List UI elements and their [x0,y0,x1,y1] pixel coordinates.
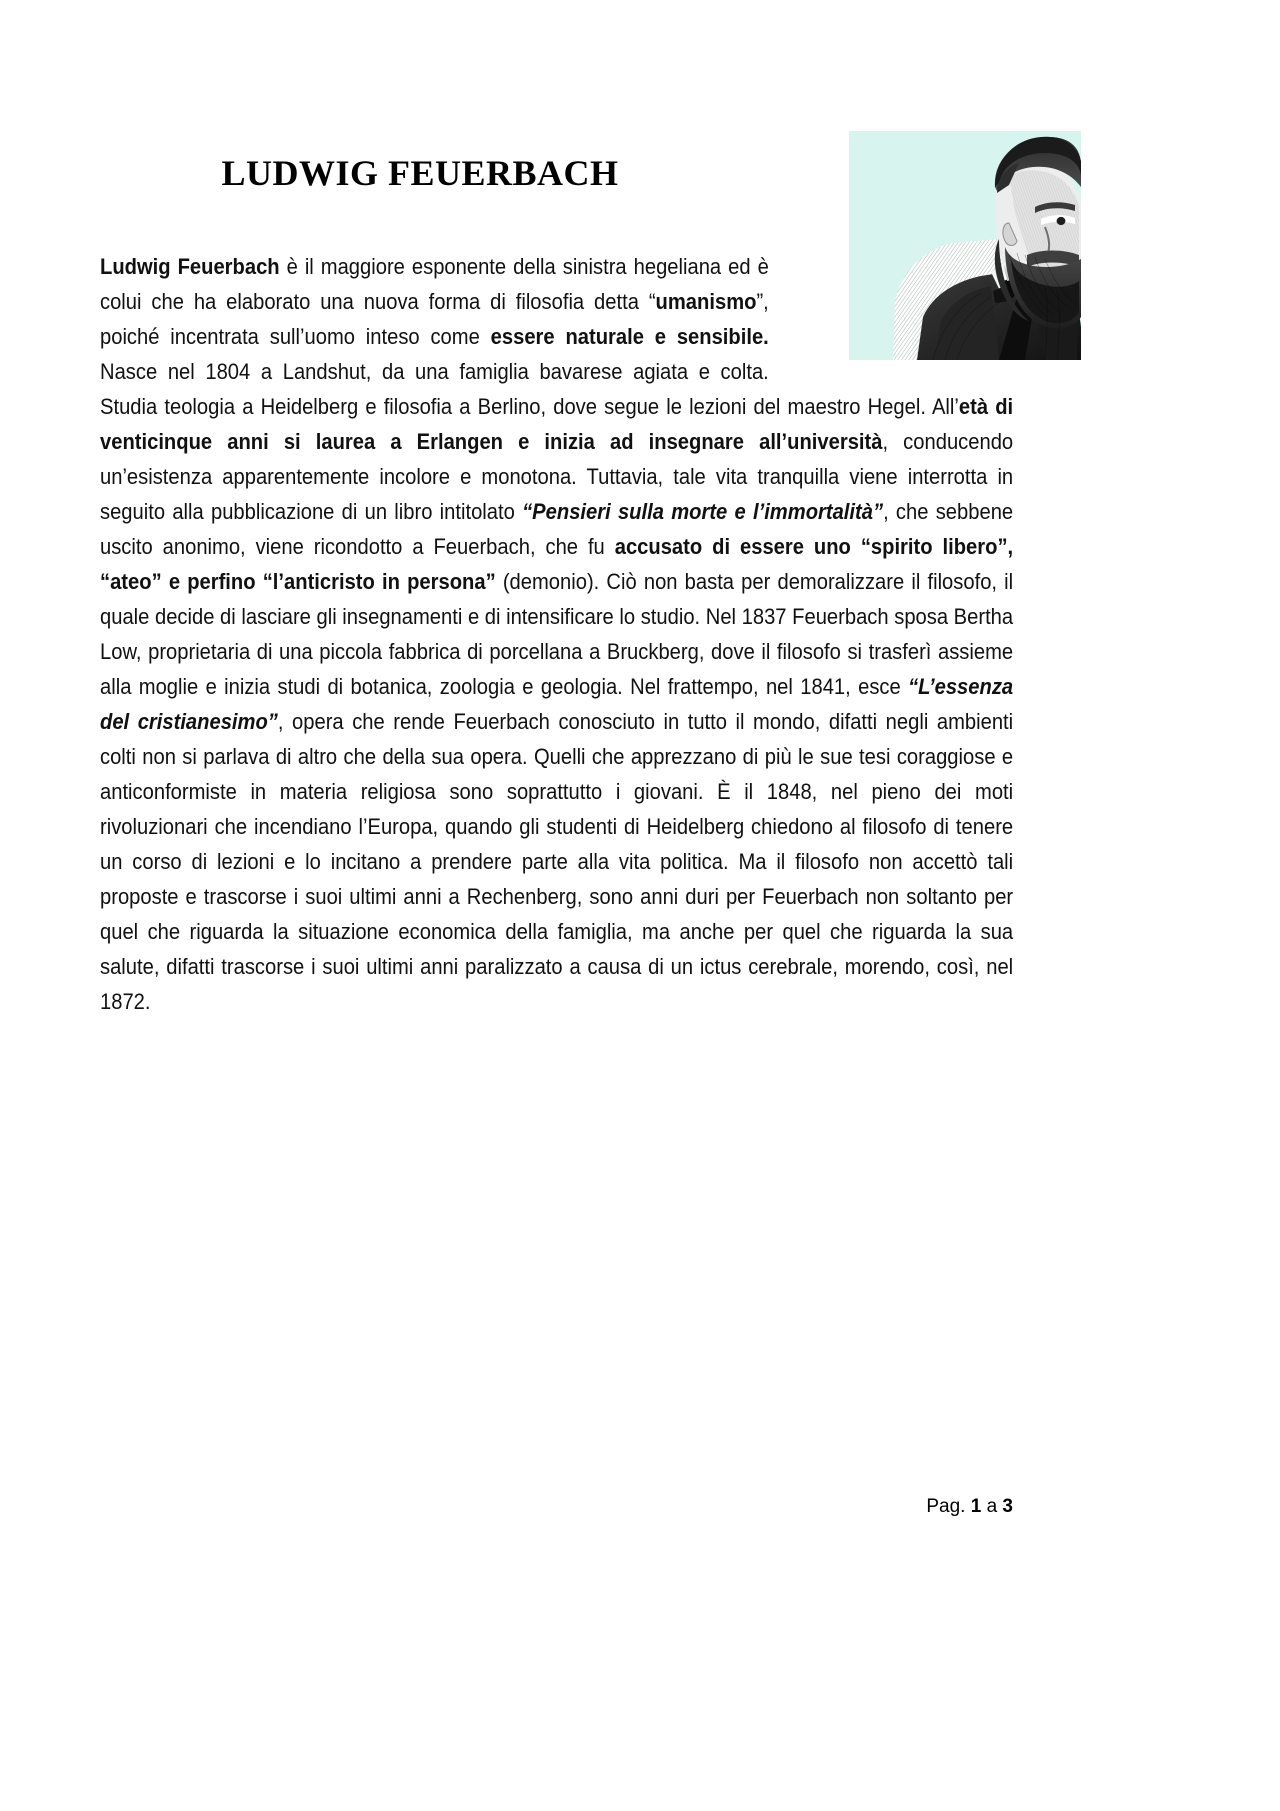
body-segment-6: età di venticinque anni si laurea a Erlangen e inizia ad insegnare all’università [100,394,1014,454]
body-segment-9: , che sebbene uscito anonimo, viene ricondotto a Feuerbach, che fu [100,499,1014,559]
footer-prefix: Pag. [926,1496,971,1517]
body-segment-3: ”, poiché incentrata sull’uomo inteso come [100,289,769,349]
body-segment-12: “L’essenza del cristianesimo” [100,674,1014,734]
article-body [100,249,1013,1019]
body-segment-8: “Pensieri sulla morte e l’immortalità” [522,499,884,524]
footer-separator: a [981,1496,1003,1517]
body-segment-7: , conducendo un’esistenza apparentemente incolore e monotona. Tuttavia, tale vita tranquilla viene interrotta in seguito alla pubblicazione di un libro intitolato [100,429,1014,524]
body-segment-13: , opera che rende Feuerbach conosciuto in tutto il mondo, difatti negli ambienti colti non si parlava di altro che della sua opera. Quelli che apprezzano di più le sue tesi coraggiose e anticonformiste in materia religiosa sono soprattutto i giovani. È il 1848, nel pieno dei moti rivoluzionari che incendiano l’Europa, quando gli studenti di Heidelberg chiedono al filosofo di tenere un corso di lezioni e lo incitano a prendere parte alla vita politica. Ma il filosofo non accettò tali proposte e trascorse i suoi ultimi anni a Rechenberg, sono anni duri per Feuerbach non soltanto per quel che riguarda la situazione economica della famiglia, ma anche per quel che riguarda la sua salute, difatti trascorse i suoi ultimi anni paralizzato a causa di un ictus cerebrale, morendo, così, nel 1872. [100,709,1014,1014]
body-segment-2: umanismo [655,289,757,314]
body-segment-5: Nasce nel 1804 a Landshut, da una famiglia bavarese agiata e colta. Studia teologia a Heidelberg e filosofia a Berlino, dove segue le lezioni del maestro Hegel. All’ [100,359,959,419]
body-segment-11: (demonio). Ciò non basta per demoralizzare il filosofo, il quale decide di lasciare gli insegnamenti e di intensificare lo studio. Nel 1837 Feuerbach sposa Bertha Low, proprietaria di una piccola fabbrica di porcellana a Bruckberg, dove il filosofo si trasferì assieme alla moglie e inizia studi di botanica, zoologia e geologia. Nel frattempo, nel 1841, esce [100,569,1014,699]
footer-current-page: 1 [970,1496,982,1517]
footer-total-pages: 3 [1002,1496,1013,1517]
body-segment-4: essere naturale e sensibile. [490,324,769,349]
body-segment-1: è il maggiore esponente della sinistra hegeliana ed è colui che ha elaborato una nuova forma di filosofia detta “ [100,254,769,314]
page-title: LUDWIG FEUERBACH [221,153,619,194]
page-footer [0,1496,1013,1518]
image-text-wrap-spacer [769,249,1013,367]
body-segment-0: Ludwig Feuerbach [100,254,280,279]
body-segment-10: accusato di essere uno “spirito libero”, “ateo” e perfino “l’anticristo in persona” [100,534,1014,594]
